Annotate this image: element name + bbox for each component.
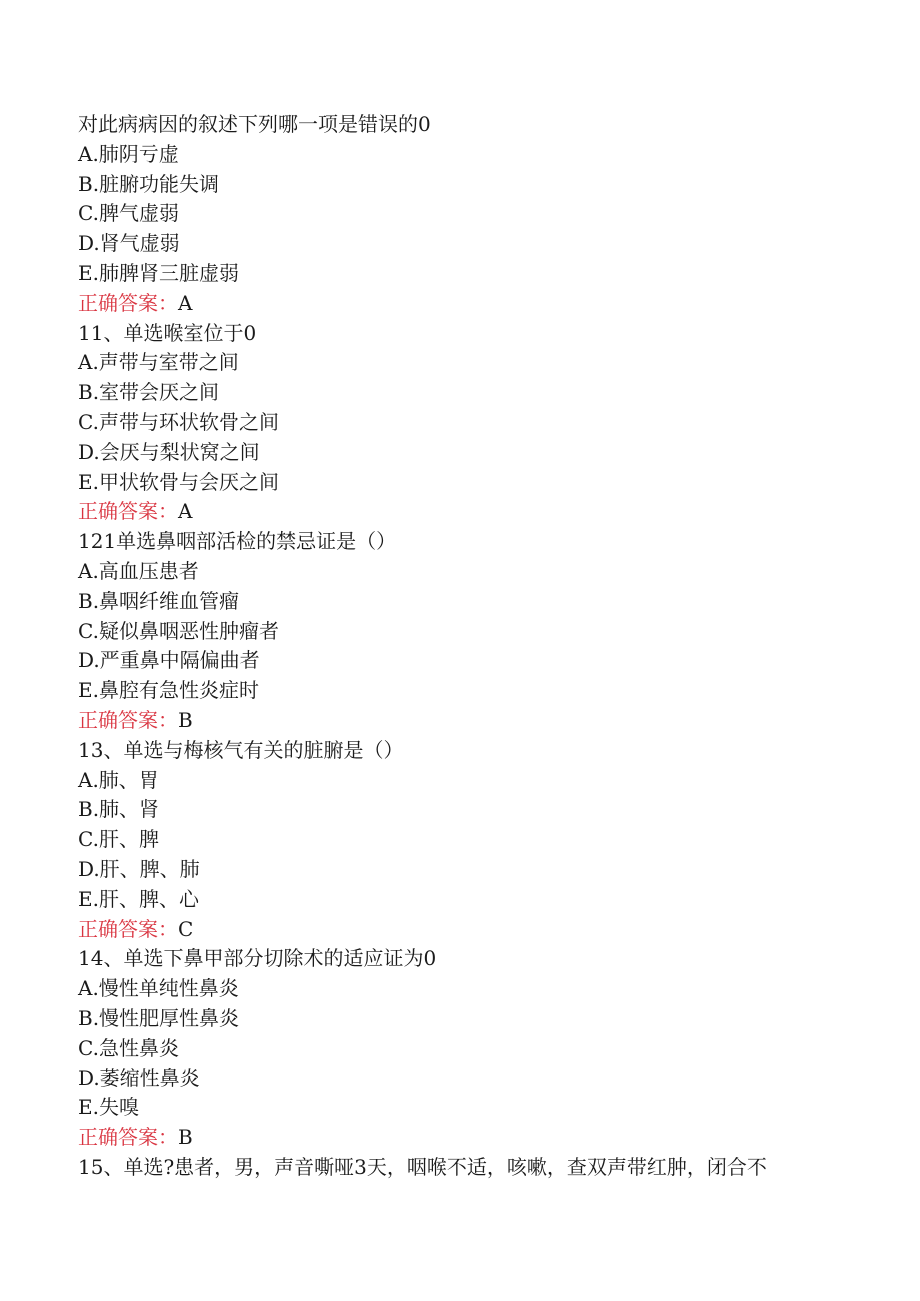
option-e: E.甲状软骨与会厌之间 (78, 469, 279, 494)
answer-letter: A (178, 499, 193, 524)
option-b: B.脏腑功能失调 (78, 171, 220, 196)
answer-label: 正确答案： (78, 1125, 178, 1150)
answer-label: 正确答案： (78, 290, 178, 315)
question-block (78, 527, 858, 736)
correct-answer (78, 915, 858, 945)
answer-letter: B (178, 707, 193, 732)
question-text: 对此病病因的叙述下列哪一项是错误的0 (78, 112, 431, 136)
answer-label: 正确答案： (78, 916, 178, 941)
answer-letter: A (178, 290, 193, 315)
option-e: E.失嗅 (78, 1095, 139, 1120)
correct-answer (78, 497, 858, 527)
question-block (78, 736, 858, 945)
correct-answer (78, 706, 858, 736)
option-a: A.肺阴亏虚 (78, 141, 179, 166)
trailing-question-text: 15、单选?患者，男，声音嘶哑3天，咽喉不适，咳嗽，查双声带红肿，闭合不 (78, 1154, 767, 1179)
option-d: D.肾气虚弱 (78, 231, 180, 256)
question-block (78, 319, 858, 528)
option-b: B.室带会厌之间 (78, 380, 220, 405)
option-b: B.鼻咽纤维血管瘤 (78, 588, 240, 613)
option-e: E.肺脾肾三脏虚弱 (78, 260, 239, 285)
correct-answer (78, 289, 858, 319)
answer-letter: C (178, 916, 194, 941)
option-b: B.肺、肾 (78, 797, 160, 822)
option-c: C.肝、脾 (78, 827, 159, 852)
option-e: E.肝、脾、心 (78, 886, 199, 911)
option-a: A.声带与室带之间 (78, 350, 239, 375)
document-page (78, 110, 858, 1183)
question-text: 11、单选喉室位于0 (78, 320, 257, 345)
answer-label: 正确答案： (78, 707, 178, 732)
option-d: D.会厌与梨状窝之间 (78, 439, 260, 464)
option-c: C.脾气虚弱 (78, 201, 179, 226)
option-d: D.肝、脾、肺 (78, 856, 200, 881)
option-c: C.声带与环状软骨之间 (78, 409, 279, 434)
question-text: 121单选鼻咽部活检的禁忌证是（） (78, 529, 397, 554)
option-a: A.高血压患者 (78, 558, 199, 583)
answer-letter: B (178, 1125, 193, 1150)
question-text: 13、单选与梅核气有关的脏腑是（） (78, 737, 404, 762)
question-block (78, 944, 858, 1153)
option-e: E.鼻腔有急性炎症时 (78, 678, 259, 703)
correct-answer (78, 1123, 858, 1153)
option-c: C.疑似鼻咽恶性肿瘤者 (78, 618, 279, 643)
option-d: D.严重鼻中隔偏曲者 (78, 648, 260, 673)
option-c: C.急性鼻炎 (78, 1035, 179, 1060)
answer-label: 正确答案： (78, 499, 178, 524)
option-a: A.慢性单纯性鼻炎 (78, 976, 239, 1001)
question-text: 14、单选下鼻甲部分切除术的适应证为0 (78, 946, 437, 971)
option-d: D.萎缩性鼻炎 (78, 1065, 200, 1090)
question-block (78, 110, 858, 319)
option-a: A.肺、胃 (78, 767, 159, 792)
option-b: B.慢性肥厚性鼻炎 (78, 1005, 240, 1030)
